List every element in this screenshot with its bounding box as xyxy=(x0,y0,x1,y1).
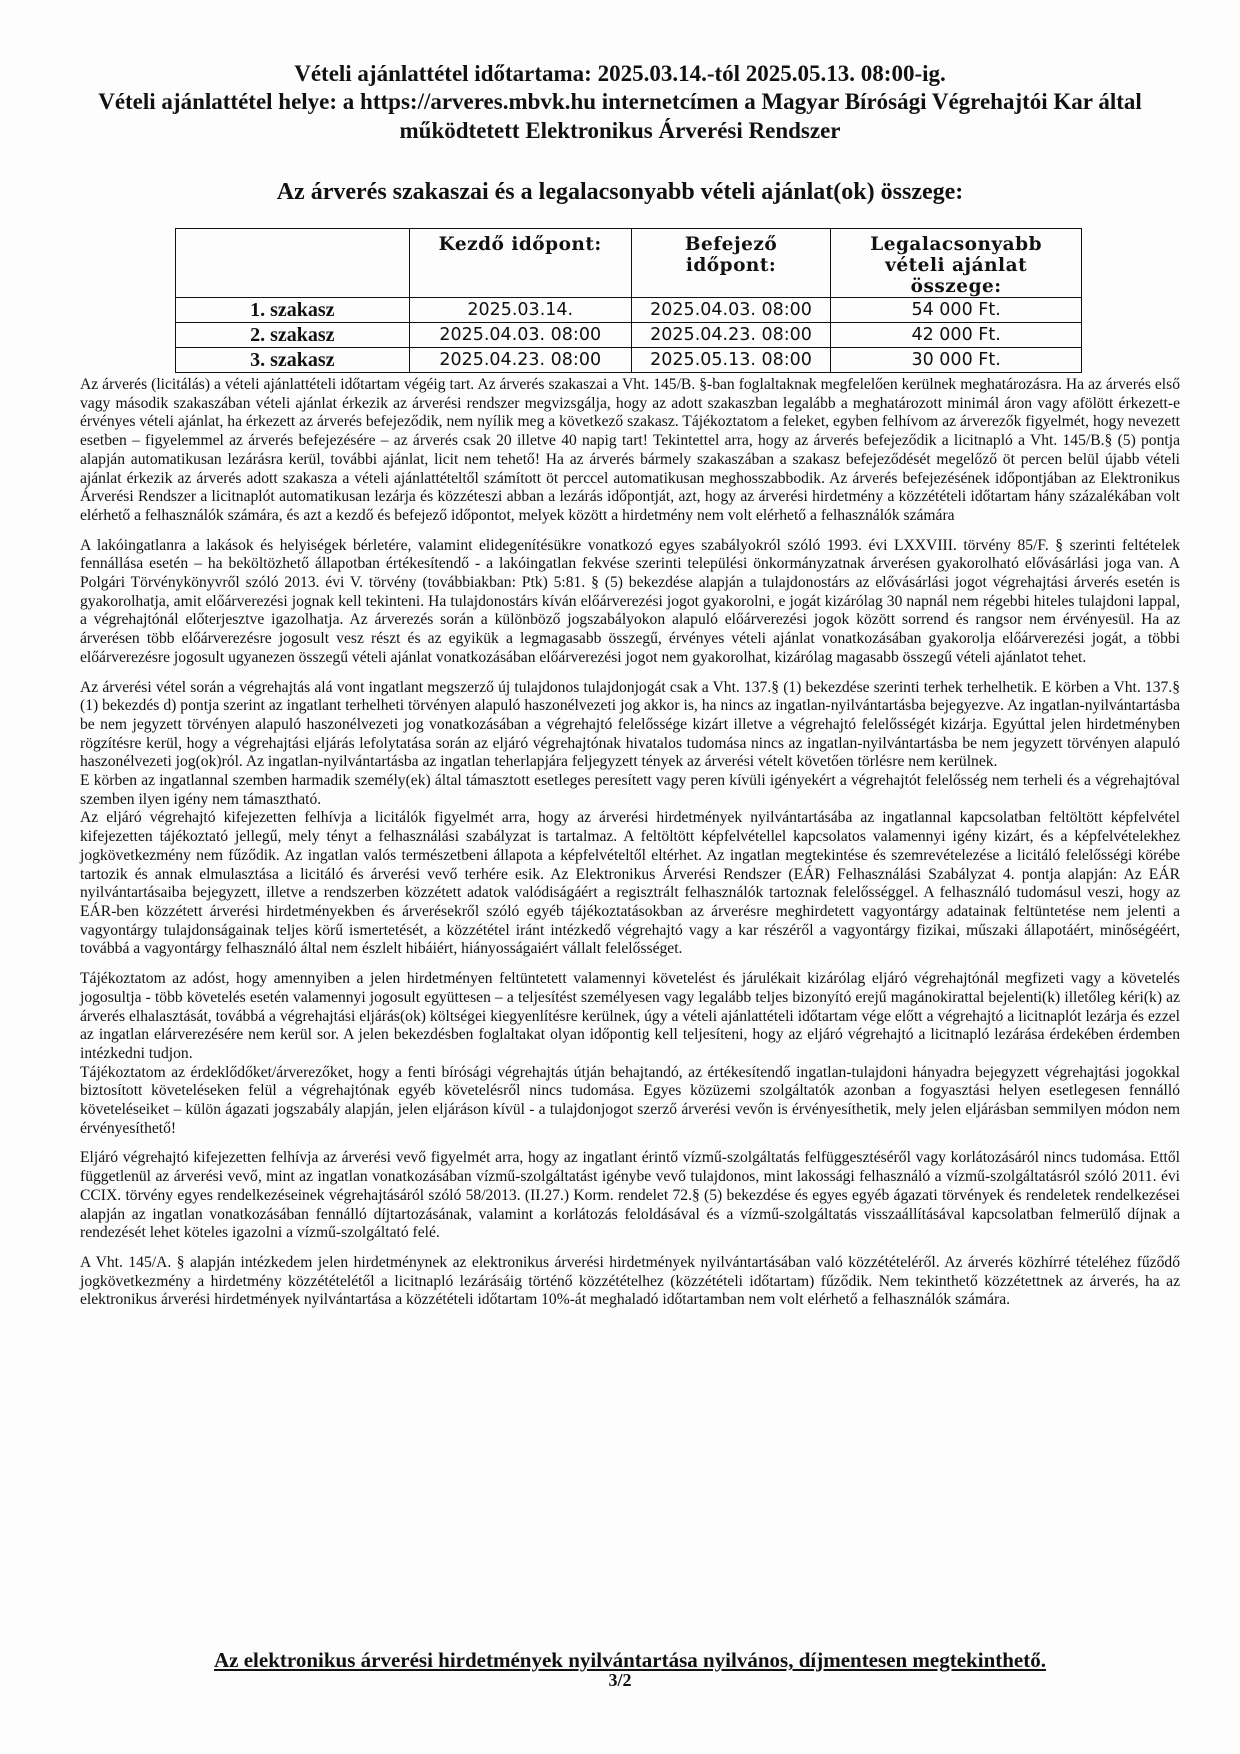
paragraph-third-party-claims: E körben az ingatlannal szemben harmadik személy(ek) által támasztott esetleges peresített vagy peren kívüli igényekért a végrehajtót felelősség nem terheli és a végrehajtóval szemben ilyen igény nem támasztható. xyxy=(80,772,1180,808)
stage-start: 2025.04.23. 08:00 xyxy=(409,348,631,373)
stage-label: 2. szakasz xyxy=(176,323,410,348)
paragraph-other-claims: Tájékoztatom az érdeklődőket/árverezőket, hogy a fenti bírósági végrehajtás útján behajtandó, az értékesítendő ingatlan-tulajdoni hányadra bejegyzett végrehajtási jogokkal biztosított követeléseken felül a végrehajtónak egyéb követelésről nincs tudomása. Egyes közüzemi szolgáltatók azonban a fogyasztási helyen esetlegesen fennálló követeléseiket – külön ágazati jogszabály alapján, jelen eljáráson kívül - a tulajdonjogot szerző árverési vevőn is érvényesíthetik, mely jelen eljárásban semmilyen módon nem érvényesíthető! xyxy=(80,1063,1180,1137)
paragraph-photos-disclaimer: Az eljáró végrehajtó kifejezetten felhívja a licitálók figyelmét arra, hogy az árverési hirdetmények nyilvántartásába az ingatlannal kapcsolatban feltöltött képfelvétel kifejezetten tájékoztató jellegű, mely tényt a felhasználási szabályzat is tartalmaz. A feltöltött képfelvétellel kapcsolatos valamennyi igény kizárt, és a képfelvételekhez jogkövetkezmény nem fűződik. Az ingatlan valós természetbeni állapota a képfelvételtől eltérhet. Az ingatlan megtekintése és szemrevételezése a licitáló felelősségi körébe tartozik és annak elmulasztása a licitáló és árverési vevő terhére esik. Az Elektronikus Árverési Rendszer (EÁR) Felhasználási Szabályzat 4. pontja alapján: Az EÁR nyilvántartásaiba bejegyzett, illetve a rendszerben közzétett adatok valódiságáért a regisztrált felhasználók tartoznak felelősséggel. A felhasználó tudomásul veszi, hogy az EÁR-ben közzétett árverési hirdetményekben és árverésekről szóló egyéb tájékoztatásokban az árverésre meghirdetett vagyontárgy adatainak feltüntetése nem jelenti a vagyontárgy tulajdonságainak teljes körű ismertetését, a közzététel iránt intézkedő végrehajtó vagy a kar részéről a vagyontárgy fizikai, műszaki állapotáért, minőségéért, továbbá a vagyontárgy felhasználó által nem észlelt hibáiért, hiányosságaiért vállalt felelősséget. xyxy=(80,809,1180,958)
stage-end: 2025.05.13. 08:00 xyxy=(631,348,830,373)
stage-start: 2025.04.03. 08:00 xyxy=(409,323,631,348)
stage-start: 2025.03.14. xyxy=(409,298,631,323)
stage-amount: 42 000 Ft. xyxy=(831,323,1082,348)
paragraph-publication: A Vht. 145/A. § alapján intézkedem jelen hirdetménynek az elektronikus árverési hirdetmények nyilvántartásában való közzétételéről. Az árverés közhírré tételéhez fűződő jogkövetkezmény a hirdetmény közzétételétől a licitnapló lezárásáig történő közzétételhez (közzétételi időtartam) fűződik. Nem tekinthető közzétettnek az árverés, ha az elektronikus árverési hirdetmények nyilvántartása a közzétételi időtartam 10%-át meghaladó időtartamban nem volt elérhető a felhasználók számára. xyxy=(80,1253,1180,1309)
body-text xyxy=(80,376,1180,1321)
stage-label: 3. szakasz xyxy=(176,348,410,373)
stages-table-header-end: Befejező időpont: xyxy=(631,229,830,298)
auction-period-heading: Vételi ajánlattétel időtartama: 2025.03.14.-tól 2025.05.13. 08:00-ig. xyxy=(294,61,946,86)
stages-table-header-amount: Legalacsonyabb vételi ajánlat összege: xyxy=(831,229,1082,298)
auction-place-heading: Vételi ajánlattétel helye: a https://arveres.mbvk.hu internetcímen a Magyar Bírósági Végrehajtói Kar által xyxy=(98,89,1142,114)
paragraph-water-service: Eljáró végrehajtó kifejezetten felhívja az árverési vevő figyelmét arra, hogy az ingatlant érintő vízmű-szolgáltatás felfüggesztéséről vagy korlátozásáról nincs tudomása. Ettől függetlenül az árverési vevő, mint az ingatlan vonatkozásában vízmű-szolgáltatást igénybe vevő tulajdonos, mint lakossági felhasználó a vízmű-szolgáltatásról szóló 2011. évi CCIX. törvény egyes rendelkezéseinek végrehajtásáról szóló 58/2013. (II.27.) Korm. rendelet 72.§ (5) bekezdése és egyes egyéb ágazati törvények és rendeletek rendelkezései alapján az ingatlan vonatkozásában fennálló díjtartozásának, valamint a korlátozás feloldásával és a vízmű-szolgáltatás visszaállításával kapcsolatban felmerülő díjnak a rendezését lehet köteles igazolni a vízmű-szolgáltató felé. xyxy=(80,1149,1180,1242)
paragraph-auction-stages: Az árverés (licitálás) a vételi ajánlattételi időtartam végéig tart. Az árverés szakaszai a Vht. 145/B. §-ban foglaltaknak megfelelően kerülnek meghatározásra. Ha az árverés első vagy második szakaszában vételi ajánlat érkezik az árverési rendszer megvizsgálja, hogy az adott szakaszban legalább a meghatározott minimál áron vagy afölött érkezett-e érvényes vételi ajánlat, ha érkezett az árverés befejeződik, nem nyílik meg a következő szakasz. Tájékoztatom a feleket, egyben felhívom az árverezők figyelmét, hogy nevezett esetben – figyelemmel az árverés befejezésére – az árverés csak 20 illetve 40 napig tart! Tekintettel arra, hogy az árverés befejeződik a licitnapló a Vht. 145/B.§ (5) pontja alapján automatikusan lezárásra kerül, további ajánlat, licit nem tehető! Ha az árverés bármely szakaszában a szakasz befejeződését megelőző öt percen belül újabb vételi ajánlat érkezik az árverés adott szakasza a vételi ajánlattételtől számított öt perccel automatikusan meghosszabbodik. Az árverés befejezésének időpontjában az Elektronikus Árverési Rendszer a licitnaplót automatikusan lezárja és közzéteszi abban a lezárás időpontját, azt, hogy az árverési hirdetmény a közzétételi időtartam hány százalékában volt elérhető a felhasználók számára, és azt a kezdő és befejező időpontot, melyek között a hirdetmény nem volt elérhető a felhasználók számára xyxy=(80,376,1180,524)
stages-table-header-empty xyxy=(176,229,410,298)
stages-table-header-start: Kezdő időpont: xyxy=(409,229,631,298)
stages-section-title: Az árverés szakaszai és a legalacsonyabb vételi ajánlat(ok) összege: xyxy=(276,179,964,205)
table-row xyxy=(176,298,1082,323)
paragraph-encumbrances: Az árverési vétel során a végrehajtás alá vont ingatlant megszerző új tulajdonos tulajdonjogát csak a Vht. 137.§ (1) bekezdése szerinti terhek terhelhetik. E körben a Vht. 137.§ (1) bekezdés d) pontja szerint az ingatlant terhelheti törvényen alapuló haszonélvezeti jog akkor is, ha nincs az ingatlan-nyilvántartásba bejegyezve. Az ingatlan-nyilvántartásba be nem jegyzett törvényen alapuló haszonélvezeti jog vonatkozásában a végrehajtó felelőssége kizárt illetve a végrehajtó felelősségét kizárja. Egyúttal jelen hirdetményben rögzítésre kerül, hogy a végrehajtási eljárás lefolytatása során az eljáró végrehajtónak hivatalos tudomása nincs az ingatlan-nyilvántartásba be nem jegyzett törvényen alapuló haszonélvezeti jog(ok)ról. Az ingatlan-nyilvántartásba az ingatlan teherlapjára feljegyzett tények az árverési vételt követően törlésre nem kerülnek. xyxy=(80,678,1180,771)
auction-system-heading: működtetett Elektronikus Árverési Rendszer xyxy=(399,118,841,143)
paragraph-debtor-notice: Tájékoztatom az adóst, hogy amennyiben a jelen hirdetményen feltüntetett valamennyi követelést és járulékait kizárólag eljáró végrehajtónál megfizeti vagy a követelés jogosultja - több követelés esetén valamennyi jogosult együttesen – a teljesítést személyesen vagy legalább teljes bizonyító erejű magánokirattal bejelenti(k) illetőleg kéri(k) az árverés elhalasztását, továbbá a végrehajtási eljárás(ok) költségei kiegyenlítésre kerülnek, úgy a vételi ajánlattételi időtartam vége előtt a végrehajtó a licitnaplót lezárja és ezzel az ingatlan elárverezésére nem kerül sor. A jelen bekezdésben foglaltakat olyan időpontig kell teljesíteni, hogy az eljáró végrehajtó a licitnapló lezárása érdekében érdemben intézkedni tudjon. xyxy=(80,970,1180,1062)
page-number: 3/2 xyxy=(608,1670,632,1690)
stages-table xyxy=(175,228,1082,373)
stage-amount: 54 000 Ft. xyxy=(831,298,1082,323)
paragraph-pre-emption-right: A lakóingatlanra a lakások és helyiségek bérletére, valamint elidegenítésükre vonatkozó egyes szabályokról szóló 1993. évi LXXVIII. törvény 85/F. § szerinti feltételek fennállása esetén – ha beköltözhető állapotban értékesítendő - a lakóingatlan fekvése szerinti települési önkormányzatnak árverésen gyakorolható elővásárlási joga van. A Polgári Törvénykönyvről szóló 2013. évi V. törvény (továbbiakban: Ptk) 5:81. § (5) bekezdése alapján a tulajdonostárs az elővásárlási jogot végrehajtási árverés esetén is gyakorolhatja, amit előárverezési jognak kell tekinteni. Ha tulajdonostárs kíván előárverezési jogot gyakorolni, e jogát kizárólag 30 napnál nem régebbi hiteles tulajdoni lappal, a végrehajtónál előterjesztve igazolhatja. Az árverezés során a különböző jogszabályokon alapuló előárverezési jogok között sorrend és rangsor nem érvényesül. Ha az árverésen több előárverezésre jogosult vesz részt és az egyikük a legmagasabb összegű, érvényes vételi ajánlat vonatkozásában gyakorolja előárverezési jogát, a többi előárverezésre jogosult ugyanezen összegű vételi ajánlat vonatkozásában előárverezési jogot nem gyakorolhat, kizárólag magasabb összegű vételi ajánlatot tehet. xyxy=(80,536,1180,666)
stage-label: 1. szakasz xyxy=(176,298,410,323)
table-row xyxy=(176,323,1082,348)
public-registry-notice: Az elektronikus árverési hirdetmények nyilvántartása nyilvános, díjmentesen megtekinthető. xyxy=(214,1648,1046,1672)
stage-end: 2025.04.03. 08:00 xyxy=(631,298,830,323)
stage-end: 2025.04.23. 08:00 xyxy=(631,323,830,348)
table-row xyxy=(176,348,1082,373)
stage-amount: 30 000 Ft. xyxy=(831,348,1082,373)
stages-table-header-row xyxy=(176,229,1082,298)
